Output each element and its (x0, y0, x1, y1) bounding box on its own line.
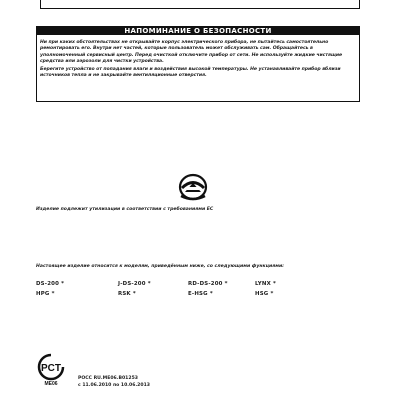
recycling-note: Изделие подлежит утилизации в соответствии с требованиями ЕС (36, 207, 214, 212)
model-item: HPG * (36, 291, 55, 297)
pct-logo-text: PCT (41, 363, 61, 374)
certificate-validity: с 11.06.2010 по 10.06.2013 (78, 383, 150, 388)
pct-certification-icon (34, 352, 68, 386)
model-item: RD-DS-200 * (188, 281, 228, 287)
safety-heading: НАПОМИНАНИЕ О БЕЗОПАСНОСТИ (37, 27, 359, 35)
certificate-number: РОСС RU.МЕ06.В01253 (78, 376, 138, 381)
model-item: LYNX * (255, 281, 277, 287)
top-frame (40, 0, 360, 9)
recycling-symbol-icon (173, 172, 213, 204)
model-item: HSG * (255, 291, 274, 297)
model-item: E-HSG * (188, 291, 213, 297)
model-item: J-DS-200 * (118, 281, 151, 287)
safety-paragraph-1: Ни при каких обстоятельствах не открывайте корпус электрического прибора, не пытайтесь самостоятельно ремонтировать его. Внутри нет частей, которые пользователь может обслуживать сам. Обращайтесь в уполномоченный сервисный центр. Перед очисткой отключите прибор от сети. Не используйте жидкие чистящие средства или аэрозоли для чистки устройства. (40, 40, 343, 64)
model-item: RSK * (118, 291, 136, 297)
models-title: Настоящее изделие относится к моделям, приведённым ниже, со следующими функциями: (36, 264, 285, 269)
safety-paragraph-2: Берегите устройство от попадания влаги и воздействия высокой температуры. Не устанавливайте прибор вблизи источников тепла и не закрывайте вентиляционные отверстия. (40, 67, 341, 79)
model-item: DS-200 * (36, 281, 65, 287)
pct-logo-caption: MЕ06 (44, 381, 58, 386)
